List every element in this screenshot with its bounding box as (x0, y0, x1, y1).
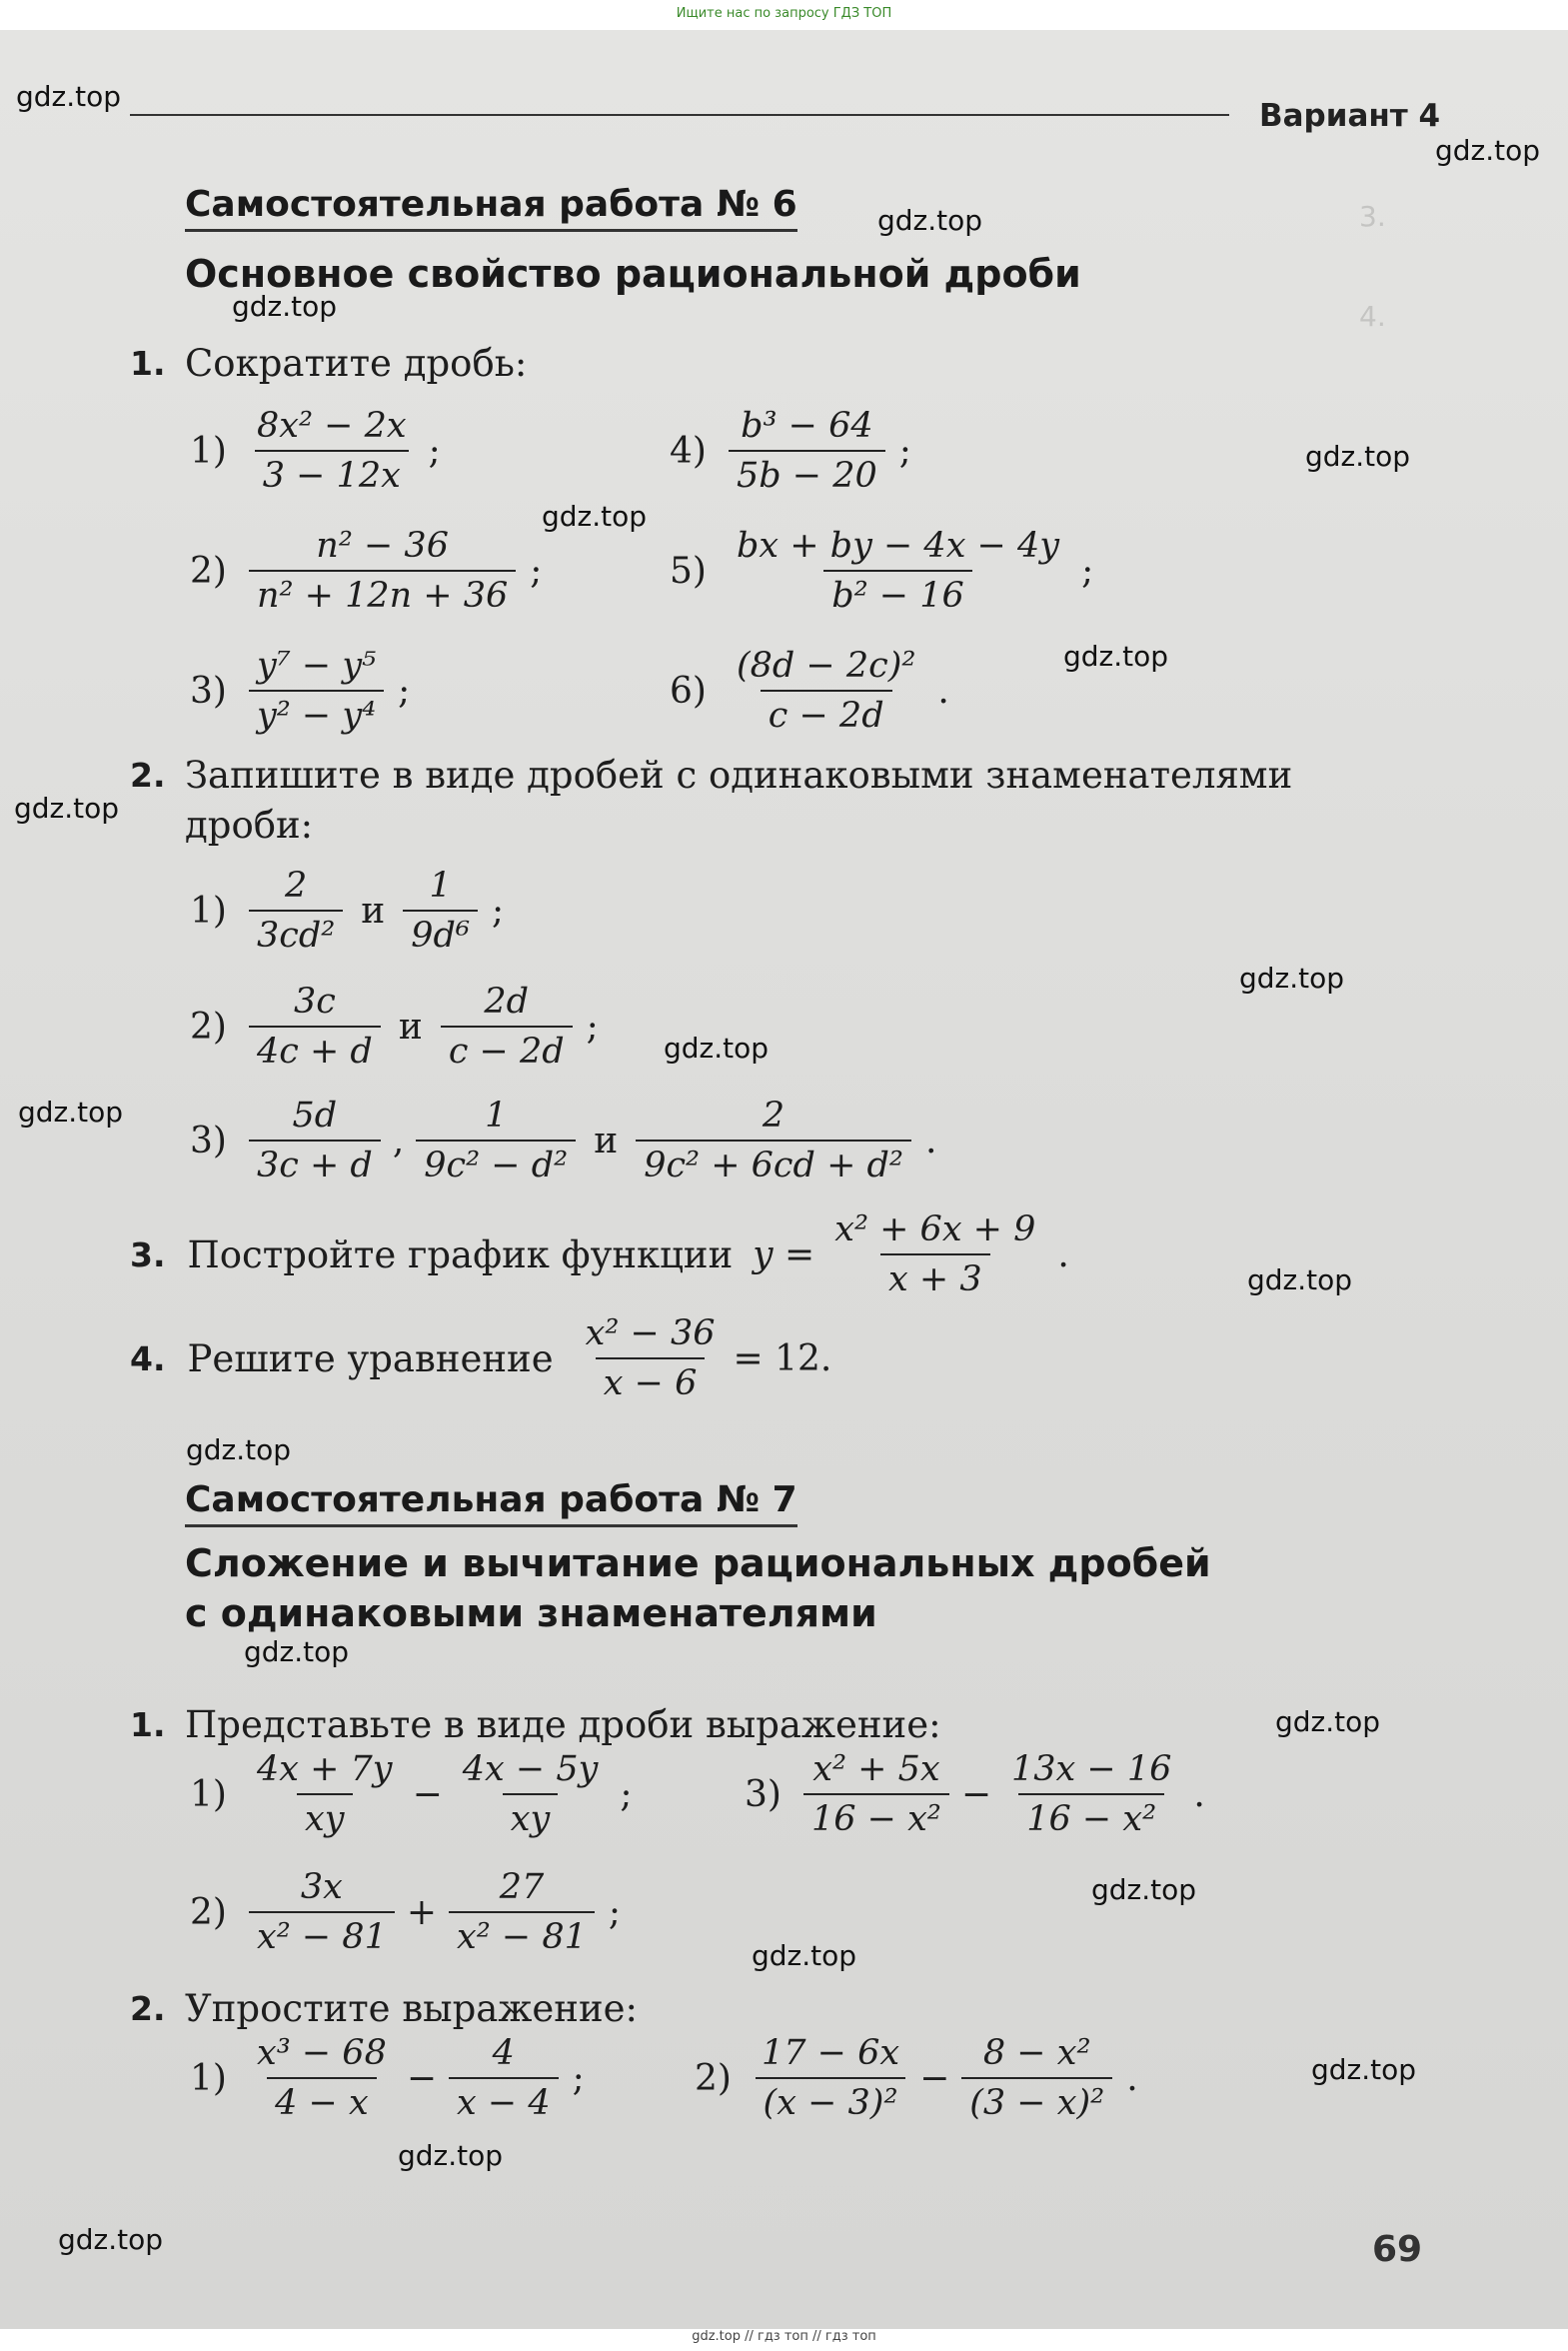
task-item (190, 526, 542, 616)
fraction (449, 1867, 595, 1957)
fraction (803, 1749, 949, 1839)
task-item (190, 866, 504, 956)
watermark: gdz.top (1063, 640, 1169, 673)
watermark: gdz.top (877, 204, 983, 237)
watermark: gdz.top (398, 2139, 504, 2172)
bleed-through: 3. (1359, 200, 1386, 233)
punctuation: . (937, 670, 949, 712)
fraction (961, 2033, 1112, 2123)
task-text: Представьте в виде дроби выражение: (185, 1703, 941, 1746)
watermark: gdz.top (186, 1433, 292, 1466)
watermark: gdz.top (1239, 962, 1345, 995)
fraction (729, 526, 1067, 616)
task-text: Запишите в виде дробей с одинаковыми знаменателями (185, 754, 1293, 797)
task-number: 1. (130, 344, 166, 383)
fraction (249, 982, 381, 1072)
task-item (190, 646, 410, 736)
numerator: 5d (292, 1096, 338, 1136)
task-text: Упростите выражение: (185, 1987, 638, 2030)
item-label: 2) (190, 1006, 227, 1048)
fraction (249, 1096, 381, 1185)
item-label: 6) (670, 670, 707, 712)
item-label: 1) (190, 890, 227, 932)
fraction (249, 866, 343, 956)
task-text: Постройте график функции (187, 1232, 734, 1276)
punctuation: ; (572, 2057, 585, 2099)
numerator: 3x (300, 1867, 343, 1907)
fraction (636, 1096, 911, 1185)
watermark: gdz.top (1311, 2053, 1417, 2086)
work7-subtitle: с одинаковыми знаменателями (185, 1591, 877, 1635)
watermark: gdz.top (58, 2223, 164, 2256)
punctuation: ; (608, 1891, 622, 1933)
item-label: 3) (190, 670, 227, 712)
task-3 (130, 1209, 1069, 1299)
watermark: gdz.top (1435, 134, 1541, 167)
numerator: 4 (492, 2033, 515, 2073)
item-label: 1) (190, 2057, 227, 2099)
numerator: x² − 36 (585, 1313, 716, 1353)
denominator: 3 − 12x (255, 450, 409, 496)
item-label: 3) (745, 1773, 782, 1815)
fraction (441, 982, 573, 1072)
fraction (249, 1867, 395, 1957)
denominator: 3cd² (249, 910, 343, 956)
numerator: 8x² − 2x (256, 406, 407, 446)
comma: , (392, 1120, 405, 1162)
denominator: 9d⁶ (403, 910, 478, 956)
fraction (249, 646, 384, 736)
punctuation: ; (428, 430, 441, 472)
denominator: x² − 81 (249, 1911, 395, 1957)
punctuation: ; (586, 1006, 599, 1048)
task-number: 4. (130, 1338, 166, 1378)
numerator: 1 (429, 866, 452, 906)
work7-subtitle: Сложение и вычитание рациональных дробей (185, 1541, 1211, 1585)
task-item (190, 1749, 633, 1839)
operator: − (412, 1773, 443, 1815)
item-label: 2) (695, 2057, 732, 2099)
denominator: 3c + d (249, 1140, 381, 1185)
page-number: 69 (1372, 2229, 1423, 2270)
fraction (729, 646, 923, 736)
textbook-page (0, 30, 1568, 2329)
numerator: x² + 5x (812, 1749, 940, 1789)
denominator: y² − y⁴ (249, 690, 384, 736)
punctuation: ; (530, 550, 543, 592)
punctuation: . (924, 1120, 937, 1162)
equation-rhs: = 12. (733, 1337, 832, 1379)
numerator: y⁷ − y⁵ (256, 646, 377, 686)
denominator: 9c² + 6cd + d² (636, 1140, 911, 1185)
numerator: 1 (485, 1096, 508, 1136)
fraction (416, 1096, 576, 1185)
numerator: 2 (284, 866, 308, 906)
denominator: xy (297, 1793, 353, 1839)
numerator: 17 − 6x (761, 2033, 900, 2073)
fraction (1003, 1749, 1179, 1839)
operator: − (919, 2057, 950, 2099)
fraction (729, 406, 885, 496)
watermark: gdz.top (18, 1096, 124, 1129)
variant-label: Вариант 4 (1259, 98, 1441, 134)
punctuation: ; (898, 430, 911, 472)
numerator: x³ − 68 (256, 2033, 387, 2073)
work6-subtitle: Основное свойство рациональной дроби (185, 252, 1081, 296)
fraction (249, 1749, 401, 1839)
punctuation: ; (491, 890, 505, 932)
numerator: x² + 6x + 9 (834, 1209, 1036, 1249)
task-item (695, 2033, 1138, 2123)
denominator: b² − 16 (823, 570, 972, 616)
task-item (190, 1867, 621, 1957)
task-number: 1. (130, 1705, 166, 1744)
numerator: 3c (293, 982, 336, 1022)
punctuation: . (1057, 1233, 1069, 1275)
task-item (190, 982, 599, 1072)
punctuation: . (1193, 1773, 1205, 1815)
item-label: 3) (190, 1120, 227, 1162)
header-rule (130, 114, 1229, 116)
punctuation: ; (620, 1773, 633, 1815)
denominator: x² − 81 (449, 1911, 595, 1957)
fraction (449, 2033, 559, 2123)
numerator: 4x + 7y (256, 1749, 393, 1789)
punctuation: ; (398, 670, 411, 712)
numerator: 27 (499, 1867, 545, 1907)
item-label: 4) (670, 430, 707, 472)
watermark: gdz.top (1091, 1873, 1197, 1906)
task-text: дроби: (185, 804, 314, 847)
punctuation: ; (1081, 550, 1094, 592)
work7-title: Самостоятельная работа № 7 (185, 1479, 797, 1527)
fraction (249, 406, 415, 496)
denominator: xy (503, 1793, 559, 1839)
watermark: gdz.top (232, 290, 338, 323)
denominator: 4c + d (249, 1026, 381, 1072)
conjunction: и (594, 1120, 619, 1162)
task-item (190, 2033, 585, 2123)
numerator: 13x − 16 (1011, 1749, 1172, 1789)
fraction (249, 526, 516, 616)
fraction (754, 2033, 907, 2123)
item-label: 1) (190, 1773, 227, 1815)
task-number: 2. (130, 1989, 166, 2028)
operator: − (960, 1773, 992, 1815)
denominator: 16 − x² (803, 1793, 949, 1839)
bottom-note: gdz.top // гдз топ // гдз топ (692, 2329, 876, 2344)
fraction (403, 866, 478, 956)
numerator: bx + by − 4x − 4y (736, 526, 1060, 566)
task-4 (130, 1313, 831, 1403)
denominator: x − 6 (596, 1357, 706, 1403)
denominator: n² + 12n + 36 (249, 570, 516, 616)
task-item (670, 406, 911, 496)
fraction (826, 1209, 1043, 1299)
task-item (670, 526, 1093, 616)
conjunction: и (398, 1006, 423, 1048)
numerator: (8d − 2c)² (736, 646, 916, 686)
task-number: 2. (130, 756, 166, 795)
task-item (670, 646, 949, 736)
watermark: gdz.top (244, 1635, 350, 1668)
task-text: Решите уравнение (187, 1336, 554, 1380)
watermark: gdz.top (664, 1032, 770, 1065)
fraction (578, 1313, 724, 1403)
denominator: 16 − x² (1018, 1793, 1164, 1839)
denominator: 4 − x (267, 2077, 377, 2123)
denominator: x − 4 (449, 2077, 559, 2123)
numerator: 2 (762, 1096, 785, 1136)
watermark: gdz.top (752, 1939, 857, 1972)
watermark: gdz.top (1305, 440, 1411, 473)
task-text: Сократите дробь: (185, 342, 528, 385)
denominator: c − 2d (761, 690, 892, 736)
denominator: c − 2d (441, 1026, 573, 1072)
task-item (190, 1096, 936, 1185)
item-label: 2) (190, 550, 227, 592)
numerator: 8 − x² (982, 2033, 1091, 2073)
item-label: 2) (190, 1891, 227, 1933)
watermark: gdz.top (1247, 1263, 1353, 1296)
numerator: n² − 36 (316, 526, 449, 566)
bleed-through: 4. (1359, 300, 1386, 333)
operator: + (406, 1891, 438, 1933)
task-number: 3. (130, 1234, 166, 1274)
fraction (455, 1749, 607, 1839)
item-label: 1) (190, 430, 227, 472)
watermark: gdz.top (542, 500, 648, 533)
conjunction: и (361, 890, 386, 932)
watermark: gdz.top (1275, 1705, 1381, 1738)
fraction (249, 2033, 395, 2123)
item-label: 5) (670, 550, 707, 592)
denominator: x + 3 (880, 1253, 990, 1299)
denominator: (3 − x)² (961, 2077, 1112, 2123)
numerator: 4x − 5y (462, 1749, 599, 1789)
work6-title: Самостоятельная работа № 6 (185, 184, 797, 232)
denominator: (x − 3)² (756, 2077, 906, 2123)
top-note: Ищите нас по запросу ГДЗ ТОП (676, 6, 892, 21)
watermark: gdz.top (14, 792, 120, 825)
denominator: 5b − 20 (729, 450, 885, 496)
watermark: gdz.top (16, 80, 122, 113)
task-item (745, 1749, 1205, 1839)
numerator: 2d (484, 982, 530, 1022)
task-item (190, 406, 441, 496)
numerator: b³ − 64 (741, 406, 873, 446)
denominator: 9c² − d² (416, 1140, 576, 1185)
punctuation: . (1126, 2057, 1138, 2099)
equation-lhs: y = (753, 1233, 815, 1275)
operator: − (406, 2057, 438, 2099)
